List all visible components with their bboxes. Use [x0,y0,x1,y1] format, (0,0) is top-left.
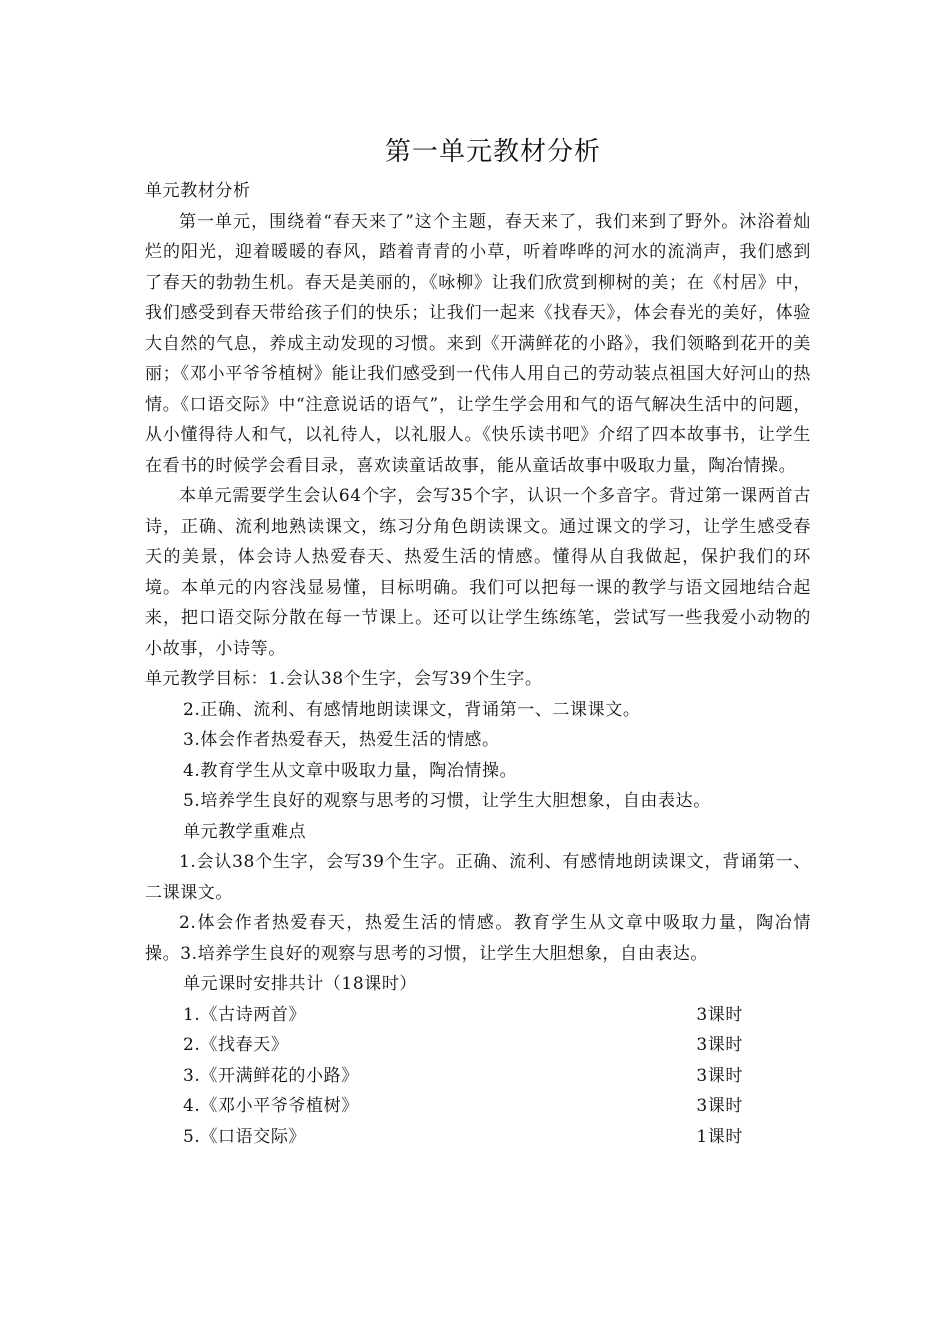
schedule-lesson: 2.《找春天》 [183,1035,289,1055]
schedule-hours: 3课时 [696,1035,743,1055]
schedule-hours: 1课时 [696,1126,743,1147]
section-heading: 单元教材分析 [145,181,251,201]
schedule-row [145,1061,743,1092]
schedule-lesson: 5.《口语交际》 [183,1126,307,1147]
schedule-hours: 3课时 [696,1065,743,1086]
goal-item: 3.体会作者热爱春天，热爱生活的情感。 [183,730,500,750]
page-title: 第一单元教材分析 [384,137,601,167]
document-page [145,132,811,1152]
key-point-1: 1.会认38个生字，会写39个生字。正确、流利、有感情地朗读课文，背诵第一、二课课文。 [145,852,811,903]
goal-item: 5.培养学生良好的观察与思考的习惯，让学生大胆想象，自由表达。 [183,791,711,811]
key-point-2: 2.体会作者热爱春天，热爱生活的情感。教育学生从文章中吸取力量，陶冶情操。3.培养学生良好的观察与思考的习惯，让学生大胆想象，自由表达。 [145,913,811,964]
schedule-row [145,1000,743,1031]
goals-line-1 [145,664,811,695]
schedule-lesson: 3.《开满鲜花的小路》 [183,1065,359,1086]
schedule-hours: 3课时 [696,1004,743,1025]
schedule-row [145,1030,743,1061]
goals-label: 单元教学目标： [145,669,269,689]
schedule-heading: 单元课时安排共计（18课时） [183,974,418,994]
analysis-paragraph-1: 第一单元，围绕着“春天来了”这个主题，春天来了，我们来到了野外。沐浴着灿烂的阳光，迎着暖暖的春风，踏着青青的小草，听着哗哗的河水的流淌声，我们感到了春天的勃勃生机。春天是美丽的，《咏柳》让我们欣赏到柳树的美；在《村居》中，我们感受到春天带给孩子们的快乐；让我们一起来《找春天》，体会春光的美好，体验大自然的气息，养成主动发现的习惯。来到《开满鲜花的小路》，我们领略到花开的美丽；《邓小平爷爷植树》能让我们感受到一代伟人用自己的劳动装点祖国大好河山的热情。《口语交际》中“注意说话的语气”，让学生学会用和气的语气解决生活中的问题，从小懂得待人和气，以礼待人，以礼服人。《快乐读书吧》介绍了四本故事书，让学生在看书的时候学会看目录，喜欢读童话故事，能从童话故事中吸取力量，陶冶情操。 [145,211,811,476]
key-points-heading: 单元教学重难点 [183,821,307,842]
goal-item: 1.会认38个生字，会写39个生字。 [268,669,543,689]
schedule-row [145,1122,743,1153]
goal-item: 4.教育学生从文章中吸取力量，陶冶情操。 [183,760,518,781]
schedule-hours: 3课时 [696,1096,743,1116]
schedule-lesson: 1.《古诗两首》 [183,1004,307,1025]
schedule-lesson: 4.《邓小平爷爷植树》 [183,1096,359,1116]
schedule-row [145,1091,743,1122]
goal-item: 2.正确、流利、有感情地朗读课文，背诵第一、二课课文。 [183,699,641,720]
analysis-paragraph-2: 本单元需要学生会认64个字，会写35个字，认识一个多音字。背过第一课两首古诗，正确、流利地熟读课文，练习分角色朗读课文。通过课文的学习，让学生感受春天的美景，体会诗人热爱春天、热爱生活的情感。懂得从自我做起，保护我们的环境。本单元的内容浅显易懂，目标明确。我们可以把每一课的教学与语文园地结合起来，把口语交际分散在每一节课上。还可以让学生练练笔，尝试写一些我爱小动物的小故事，小诗等。 [145,486,811,659]
